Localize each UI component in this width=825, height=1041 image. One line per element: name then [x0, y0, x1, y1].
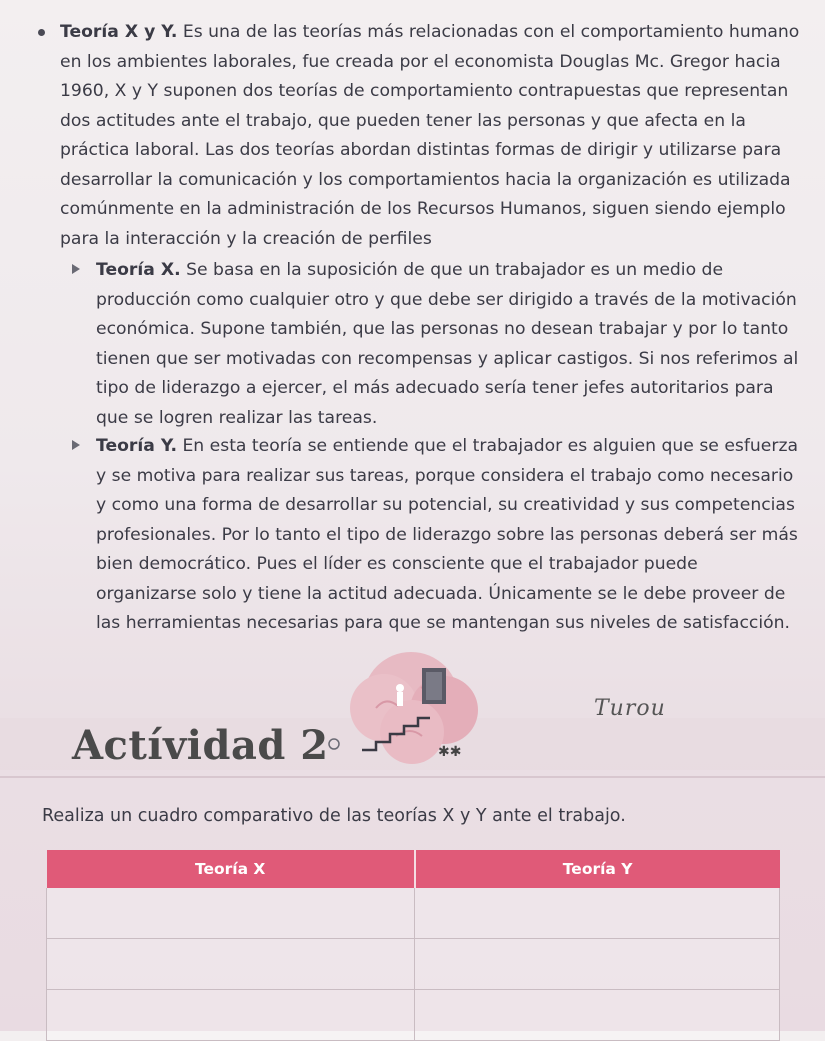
table-cell-teoria-y[interactable] — [415, 939, 780, 990]
teoria-y-heading: Teoría Y. — [96, 436, 177, 456]
table-cell-teoria-x[interactable] — [47, 939, 415, 990]
intro-heading: Teoría X y Y. — [60, 22, 178, 42]
teoria-x-heading: Teoría X. — [96, 260, 181, 280]
teoria-y-paragraph — [96, 432, 800, 639]
brain-stairs-illustration-icon — [326, 648, 496, 768]
table-row — [47, 990, 780, 1041]
table-cell-teoria-x[interactable] — [47, 990, 415, 1041]
table-row — [47, 888, 780, 939]
bullet-dot-icon — [38, 29, 45, 36]
handwritten-note: Turou — [594, 696, 666, 721]
column-header-teoria-y: Teoría Y — [415, 850, 780, 888]
table-cell-teoria-x[interactable] — [47, 888, 415, 939]
table-header-row — [47, 850, 780, 888]
activity-title: Actívidad 2 — [72, 722, 329, 769]
column-header-teoria-x: Teoría X — [47, 850, 415, 888]
intro-text: Es una de las teorías más relacionadas con el comportamiento humano en los ambientes laborales, fue creada por el economista Douglas Mc. Gregor hacia 1960, X y Y suponen dos teorías de comportamiento contrapuestas que representan dos actitudes ante el trabajo, que pueden tener las personas y que afecta en la práctica laboral. Las dos teorías abordan distintas formas de dirigir y utilizarse para desarrollar la comunicación y los comportamientos hacia la organización es utilizada comúnmente en la administración de los Recursos Humanos, siguen siendo ejemplo para la interacción y la creación de perfiles — [60, 22, 800, 249]
teoria-x-text: Se basa en la suposición de que un trabajador es un medio de producción como cualquier otro y que debe ser dirigido a través de la motivación económica. Supone también, que las personas no desean trabajar y por lo tanto tienen que ser motivadas con recompensas y aplicar castigos. Si nos referimos al tipo de liderazgo a ejercer, el más adecuado sería tener jefes autoritarios para que se logren realizar las tareas. — [96, 260, 799, 428]
section-divider — [0, 776, 825, 778]
activity-instruction: Realiza un cuadro comparativo de las teorías X y Y ante el trabajo. — [42, 806, 626, 826]
table-cell-teoria-y[interactable] — [415, 888, 780, 939]
triangle-bullet-icon — [72, 264, 80, 274]
comparison-table — [46, 850, 780, 1041]
triangle-bullet-icon — [72, 440, 80, 450]
teoria-x-paragraph — [96, 256, 800, 433]
table-cell-teoria-y[interactable] — [415, 990, 780, 1041]
svg-text:✱✱: ✱✱ — [438, 744, 462, 760]
table-row — [47, 939, 780, 990]
teoria-y-text: En esta teoría se entiende que el trabajador es alguien que se esfuerza y se motiva para realizar sus tareas, porque considera el trabajo como necesario y como una forma de desarrollar su potencial, su creatividad y sus competencias profesionales. Por lo tanto el tipo de liderazgo sobre las personas deberá ser más bien democrático. Pues el líder es consciente que el trabajador puede organizarse solo y tiene la actitud adecuada. Únicamente se le debe proveer de las herramientas necesarias para que se mantengan sus niveles de satisfacción. — [96, 436, 798, 633]
intro-paragraph — [60, 18, 802, 254]
